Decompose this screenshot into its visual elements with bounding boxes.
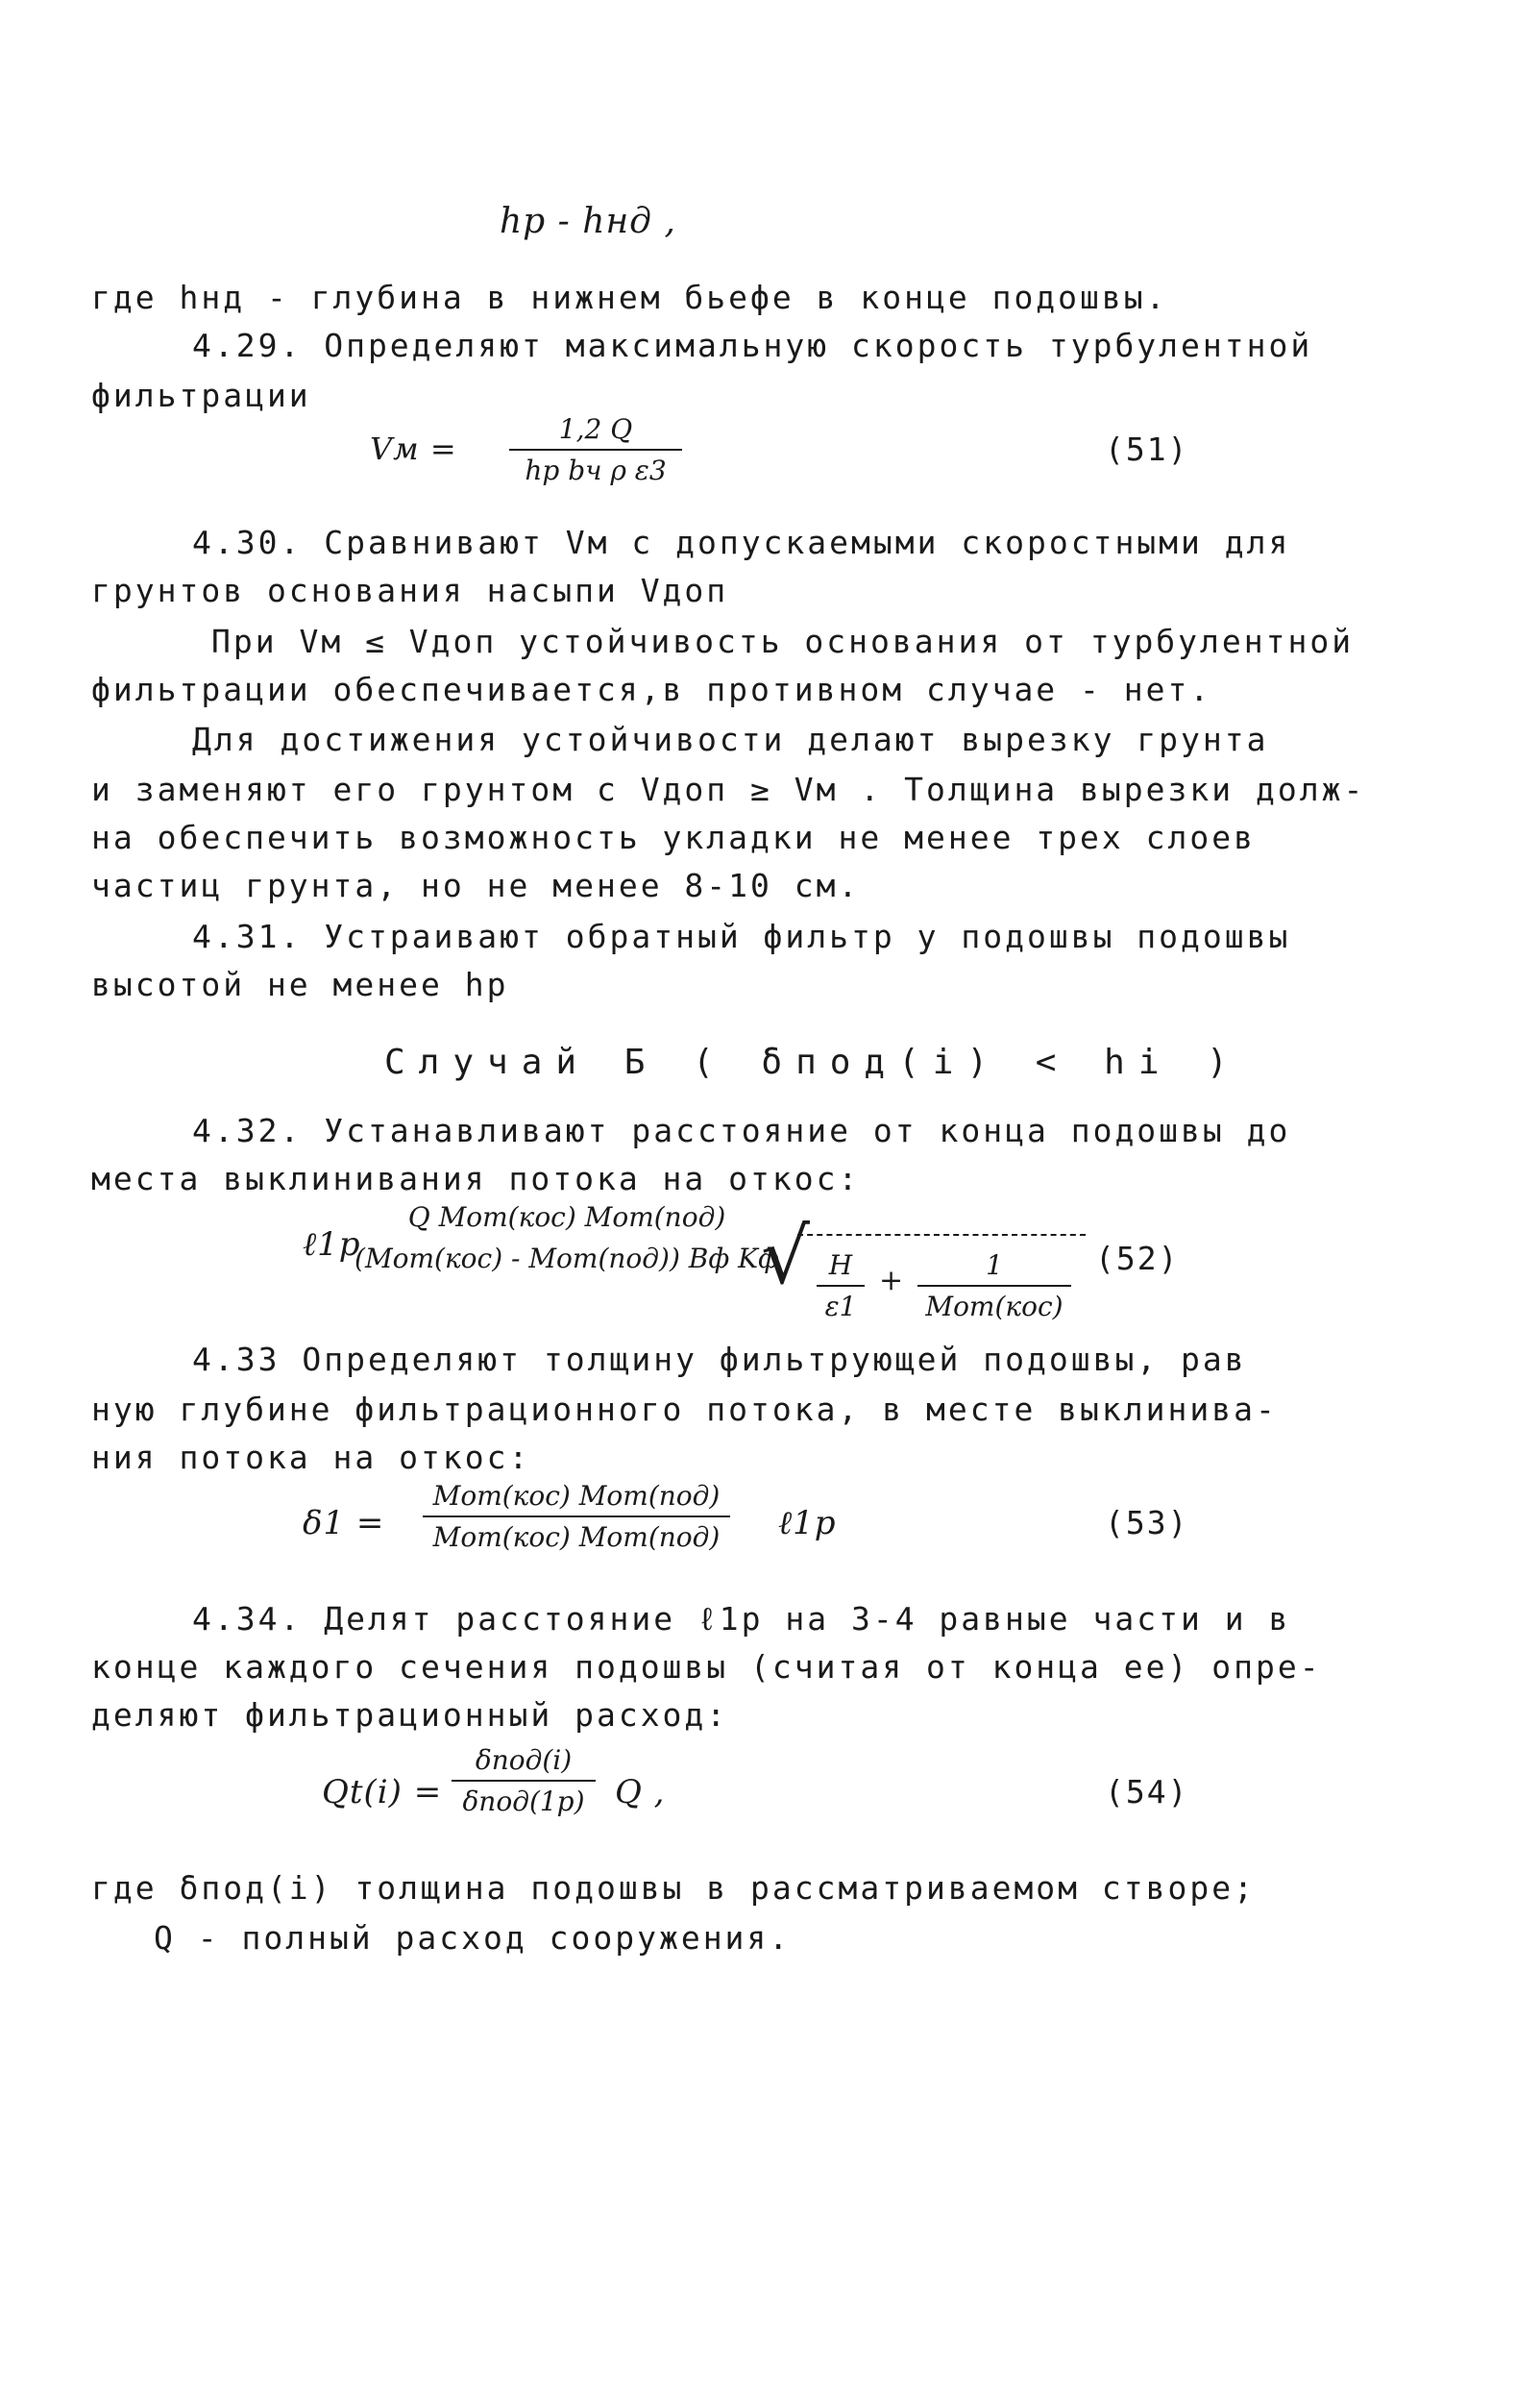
- equation-number: (52): [1095, 1240, 1180, 1277]
- fraction-bar: [509, 449, 682, 451]
- eq53-fraction: [423, 1480, 730, 1553]
- eq53-rhs: ℓ1р: [778, 1504, 837, 1542]
- text-line: При Vм ≤ Vдоп устойчивость основания от турбулентной: [211, 623, 1355, 660]
- text-line: 4.31. Устраивают обратный фильтр у подошвы подошвы: [192, 918, 1291, 955]
- eq51-numerator: 1,2 Q: [558, 413, 633, 445]
- equation-number: (51): [1105, 431, 1189, 468]
- eq52-denominator: (Mот(кос) - Mот(под)) Bф Kф: [354, 1243, 779, 1274]
- fraction-bar: [384, 1237, 749, 1239]
- plus-sign: +: [879, 1264, 905, 1297]
- eq54-rhs: Q ,: [615, 1773, 666, 1811]
- text-line: Q - полный расход сооружения.: [154, 1919, 792, 1957]
- radicand-1-numerator: H: [828, 1249, 853, 1281]
- eq52-fraction: [354, 1201, 779, 1274]
- equation-number: (54): [1105, 1773, 1189, 1811]
- eq54-numerator: δпод(i): [475, 1744, 573, 1776]
- sqrt-bar: [797, 1234, 1086, 1236]
- text-line: высотой не менее hр: [91, 966, 509, 1003]
- text-line: на обеспечить возможность укладки не менее трех слоев: [91, 819, 1256, 856]
- eq54-denominator: δпод(1р): [462, 1786, 585, 1817]
- text-line: и заменяют его грунтом с Vдоп ≥ Vм . Толщина вырезки долж-: [91, 771, 1366, 808]
- equation-number: (53): [1105, 1504, 1189, 1541]
- eq51-fraction: [509, 413, 682, 486]
- eq53-lhs: δ1 =: [303, 1504, 385, 1542]
- eq54-lhs: Qt(i) =: [322, 1773, 443, 1811]
- fraction-bar: [917, 1285, 1071, 1287]
- fraction-bar: [423, 1515, 730, 1517]
- eq51-lhs: Vм =: [370, 431, 457, 467]
- fraction-bar: [817, 1285, 865, 1287]
- eq51-denominator: hр bч ρ ε3: [525, 455, 667, 486]
- text-line: где hнд - глубина в нижнем бьефе в конце подошвы.: [91, 279, 1168, 316]
- fraction-bar: [452, 1780, 596, 1782]
- text-line: фильтрации обеспечивается,в противном случае - нет.: [91, 671, 1212, 708]
- text-line: где δпод(i) толщина подошвы в рассматриваемом створе;: [91, 1869, 1256, 1907]
- text-line: 4.29. Определяют максимальную скорость турбулентной: [192, 327, 1313, 364]
- text-line: 4.30. Сравнивают Vм с допускаемыми скоростными для: [192, 524, 1291, 561]
- eq54-fraction: [452, 1744, 596, 1817]
- text-line: деляют фильтрационный расход:: [91, 1696, 729, 1734]
- formula-hr: hр - hнд ,: [500, 202, 676, 241]
- text-line: грунтов основания насыпи Vдоп: [91, 572, 729, 609]
- eq52-radicand-2: [917, 1249, 1071, 1322]
- eq52-lhs: ℓ1р: [303, 1225, 361, 1264]
- text-line: частиц грунта, но не менее 8-10 см.: [91, 867, 861, 904]
- eq53-numerator: Mот(кос) Mот(под): [432, 1480, 721, 1512]
- text-line: ную глубине фильтрационного потока, в месте выклинива-: [91, 1391, 1278, 1428]
- radicand-2-numerator: 1: [986, 1249, 1003, 1281]
- radicand-1-denominator: ε1: [824, 1291, 857, 1322]
- text-line: 4.34. Делят расстояние ℓ1р на 3-4 равные части и в: [192, 1600, 1291, 1638]
- sqrt-sign: √: [761, 1212, 810, 1301]
- text-line: Для достижения устойчивости делают вырезку грунта: [192, 721, 1269, 758]
- section-heading: Случай Б ( δпод(i) < hi ): [384, 1043, 1241, 1082]
- eq53-denominator: Mот(кос) Mот(под): [432, 1521, 721, 1553]
- text-line: ния потока на откос:: [91, 1439, 531, 1476]
- text-line: 4.32. Устанавливают расстояние от конца подошвы до: [192, 1112, 1291, 1149]
- radicand-2-denominator: Mот(кос): [925, 1291, 1063, 1322]
- text-line: 4.33 Определяют толщину фильтрующей подошвы, рав: [192, 1341, 1247, 1378]
- text-line: фильтрации: [91, 377, 311, 414]
- text-line: места выклинивания потока на откос:: [91, 1160, 861, 1197]
- text-line: конце каждого сечения подошвы (считая от конца ее) опре-: [91, 1648, 1322, 1686]
- eq52-numerator: Q Mот(кос) Mот(под): [407, 1201, 726, 1233]
- eq52-radicand-1: [817, 1249, 865, 1322]
